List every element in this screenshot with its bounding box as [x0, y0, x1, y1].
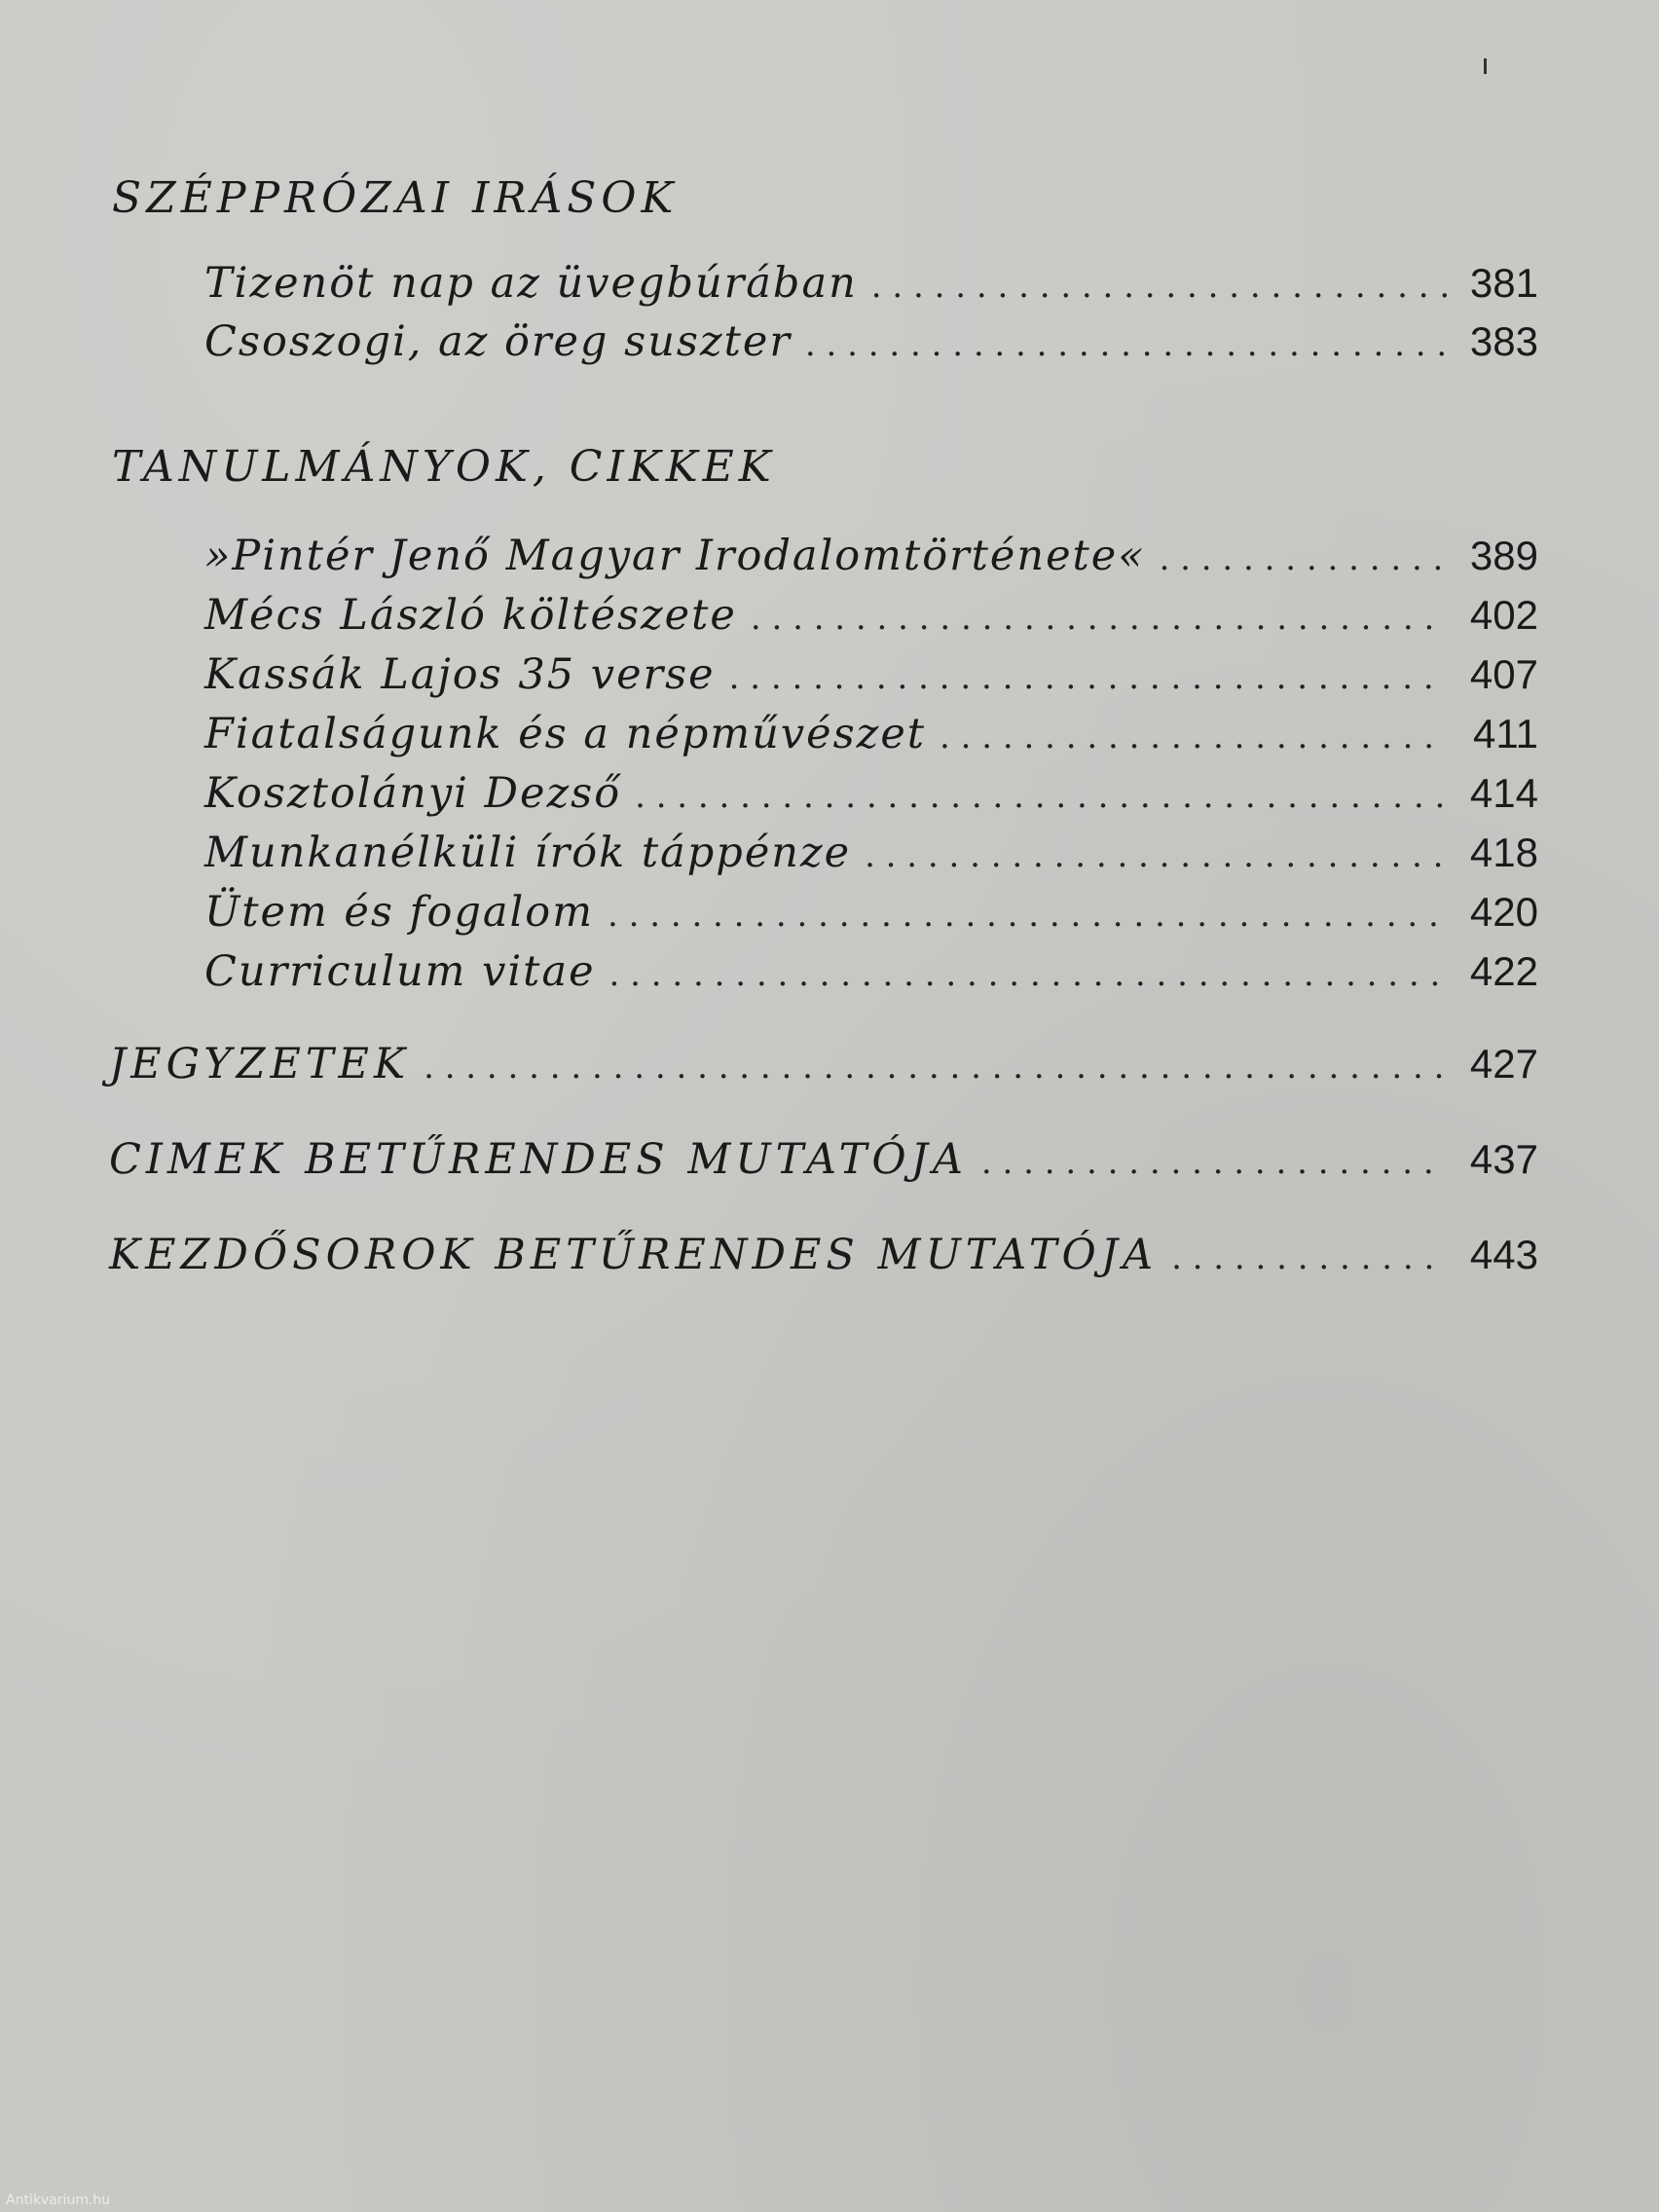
entry-title: Tizenöt nap az üvegbúrában	[204, 259, 858, 308]
entry-page-number: 381	[1469, 260, 1538, 306]
entry-page-number: 414	[1469, 770, 1538, 816]
entry-page-number: 402	[1469, 592, 1538, 638]
entry-title: »Pintér Jenő Magyar Irodalomtörténete«	[204, 532, 1146, 580]
entry-title: Kosztolányi Dezső	[204, 769, 622, 818]
entry-page-number: 422	[1469, 948, 1538, 994]
watermark: Antikvarium.hu	[6, 2193, 111, 2208]
toc-entry-jegyzetek	[109, 1040, 1538, 1100]
dot-leader	[609, 958, 1447, 991]
toc-entry	[204, 259, 1538, 319]
toc-entry	[204, 650, 1538, 711]
page-mark	[1484, 58, 1487, 74]
entry-page-number: 420	[1469, 889, 1538, 935]
entry-page-number: 389	[1469, 533, 1538, 578]
dot-leader	[424, 1051, 1447, 1084]
toc-entry	[204, 710, 1538, 770]
toc-entry	[204, 532, 1538, 592]
dot-leader	[805, 328, 1447, 361]
toc-entry	[204, 829, 1538, 889]
entry-title: Ütem és fogalom	[204, 888, 594, 937]
entry-title: Fiatalságunk és a népművészet	[204, 710, 927, 758]
dot-leader	[1160, 542, 1447, 575]
entry-page-number: 411	[1473, 711, 1538, 756]
entry-title: Kassák Lajos 35 verse	[204, 650, 716, 699]
dot-leader	[865, 839, 1447, 872]
dot-leader	[871, 270, 1447, 303]
toc-entry	[204, 947, 1538, 1008]
toc-entry-kezdosorok-mutatoja	[109, 1231, 1538, 1291]
dot-leader	[981, 1146, 1447, 1179]
entry-page-number: 407	[1469, 651, 1538, 697]
toc-entry	[204, 888, 1538, 948]
entry-page-number: 418	[1469, 830, 1538, 875]
toc-entry	[204, 591, 1538, 651]
entry-title: CIMEK BETŰRENDES MUTATÓJA	[109, 1135, 968, 1184]
dot-leader	[1171, 1241, 1447, 1274]
entry-page-number: 383	[1469, 318, 1538, 364]
dot-leader	[729, 661, 1447, 694]
dot-leader	[940, 720, 1447, 754]
toc-entry	[204, 317, 1538, 378]
entry-title: Munkanélküli írók táppénze	[204, 829, 852, 877]
entry-title: Csoszogi, az öreg suszter	[204, 317, 792, 366]
entry-page-number: 443	[1469, 1232, 1538, 1277]
entry-page-number: 437	[1469, 1136, 1538, 1182]
section-title-szepprozai: SZÉPPRÓZAI IRÁSOK	[112, 173, 679, 223]
toc-entry	[204, 769, 1538, 830]
dot-leader	[635, 780, 1447, 813]
toc-entry-cimek-mutatoja	[109, 1135, 1538, 1196]
section-title-tanulmanyok: TANULMÁNYOK, CIKKEK	[112, 442, 776, 492]
entry-title: Mécs László költészete	[204, 591, 737, 640]
dot-leader	[608, 899, 1447, 932]
entry-title: KEZDŐSOROK BETŰRENDES MUTATÓJA	[109, 1231, 1159, 1279]
entry-title: JEGYZETEK	[109, 1040, 411, 1088]
dot-leader	[751, 602, 1447, 635]
entry-title: Curriculum vitae	[204, 947, 596, 996]
entry-page-number: 427	[1469, 1041, 1538, 1087]
